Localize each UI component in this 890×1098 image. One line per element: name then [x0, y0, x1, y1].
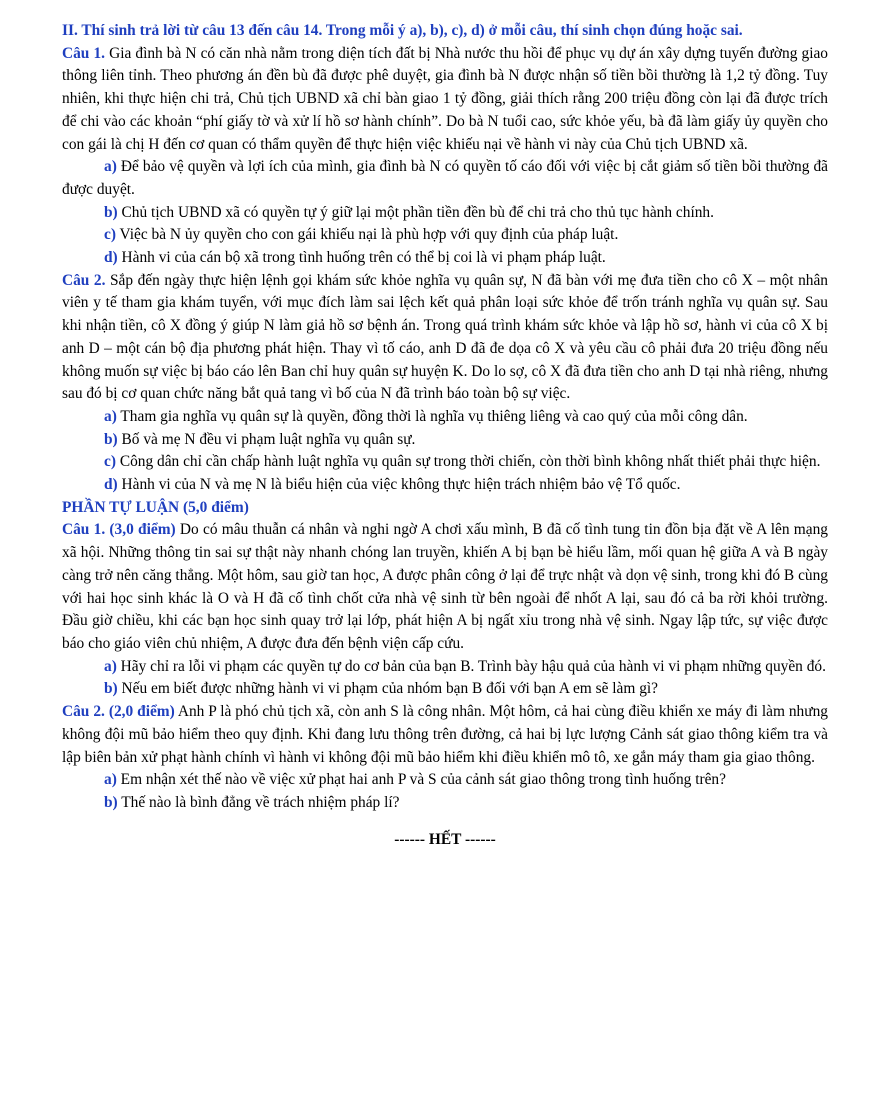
option-text: Bố và mẹ N đều vi phạm luật nghĩa vụ quân sự.	[117, 430, 416, 448]
option-text: Để bảo vệ quyền và lợi ích của mình, gia đình bà N có quyền tố cáo đối với việc bị cắt giảm số tiền bồi thường đã được duyệt.	[62, 158, 828, 198]
option-label: c)	[104, 226, 116, 244]
q2-option-b	[62, 429, 828, 452]
option-text: Thế nào là bình đẳng về trách nhiệm pháp lí?	[117, 793, 400, 811]
q1-option-a	[62, 156, 828, 201]
essay-q1-text: Do có mâu thuẫn cá nhân và nghi ngờ A chơi xấu mình, B đã cố tình tung tin đồn bịa đặt về A lên mạng xã hội. Những thông tin sai sự thật này nhanh chóng lan truyền, khiến A bị bạn bè hiểu lầm, mối quan hệ giữa A và B ngày càng trở nên căng thẳng. Một hôm, sau giờ tan học, A được phân công ở lại để trực nhật và dọn vệ sinh, trong khi đó B cùng với hai học sinh khác là O và H đã cố tình chốt cửa nhà vệ sinh từ bên ngoài để nhốt A lại, sau đó cả ba rời khỏi trường. Đầu giờ chiều, khi các bạn học sinh quay trở lại lớp, phát hiện A bị ngất xỉu trong nhà vệ sinh. Ngay lập tức, sự việc được báo cho giáo viên chủ nhiệm, A được đưa đến bệnh viện cấp cứu.	[62, 521, 828, 652]
option-text: Em nhận xét thế nào về việc xử phạt hai anh P và S của cảnh sát giao thông trong tình huống trên?	[116, 771, 726, 789]
option-text: Việc bà N ủy quyền cho con gái khiếu nại là phù hợp với quy định của pháp luật.	[115, 226, 619, 244]
option-label: b)	[104, 680, 118, 698]
essay-q2-option-a	[62, 769, 828, 792]
q2-stem	[62, 270, 828, 406]
q2-option-c	[62, 451, 828, 474]
essay-q2-stem	[62, 701, 828, 769]
option-text: Tham gia nghĩa vụ quân sự là quyền, đồng thời là nghĩa vụ thiêng liêng và cao quý của mỗi công dân.	[116, 407, 748, 425]
q1-label: Câu 1.	[62, 44, 105, 62]
essay-q1-option-b	[62, 678, 828, 701]
option-label: a)	[104, 657, 117, 675]
option-text: Nếu em biết được những hành vi vi phạm của nhóm bạn B đối với bạn A em sẽ làm gì?	[117, 680, 659, 698]
q2-option-d	[62, 474, 828, 497]
q2-label: Câu 2.	[62, 271, 106, 289]
section-heading: II. Thí sinh trả lời từ câu 13 đến câu 14. Trong mỗi ý a), b), c), d) ở mỗi câu, thí sinh chọn đúng hoặc sai.	[62, 22, 743, 39]
q2-text: Sắp đến ngày thực hiện lệnh gọi khám sức khỏe nghĩa vụ quân sự, N đã bàn với mẹ đưa tiền cho cô X – một nhân viên y tế tham gia khám tuyển, với mục đích làm sai lệch kết quả phân loại sức khỏe để trốn tránh nghĩa vụ quân sự. Sau khi nhận tiền, cô X đồng ý giúp N làm giả hồ sơ bệnh án. Trong quá trình khám sức khỏe và lập hồ sơ, hành vi của cô X bị anh D – một cán bộ địa phương phát hiện. Thay vì tố cáo, anh D đã đe dọa cô X và yêu cầu cô phải đưa 20 triệu đồng nếu không muốn sự việc bị báo cáo lên Ban chỉ huy quân sự huyện K. Do lo sợ, cô X đã đưa tiền cho anh D tại nhà riêng, nhưng sau đó bị cơ quan chức năng bắt quả tang vì bố của N đã trình báo toàn bộ sự việc.	[62, 271, 828, 403]
q1-option-b	[62, 202, 828, 225]
essay-q1-option-a	[62, 656, 828, 679]
essay-q1-stem	[62, 519, 828, 655]
option-text: Công dân chỉ cần chấp hành luật nghĩa vụ quân sự trong thời chiến, còn thời bình không nhất thiết phải thực hiện.	[115, 453, 821, 471]
q2-option-a	[62, 406, 828, 429]
q1-stem	[62, 43, 828, 157]
option-text: Hãy chỉ ra lỗi vi phạm các quyền tự do cơ bản của bạn B. Trình bày hậu quả của hành vi vi phạm những quyền đó.	[116, 657, 826, 675]
option-label: d)	[104, 249, 118, 267]
option-label: a)	[104, 407, 117, 425]
q1-text: Gia đình bà N có căn nhà nằm trong diện tích đất bị Nhà nước thu hồi để phục vụ dự án xây dựng tuyến đường giao thông liên tỉnh. Theo phương án đền bù đã được phê duyệt, gia đình bà N được nhận số tiền bồi thường là 1,2 tỷ đồng. Tuy nhiên, khi thực hiện chi trả, Chủ tịch UBND xã chỉ bàn giao 1 tỷ đồng, giải thích rằng 200 triệu đồng còn lại đã được trích để chi vào các khoản “phí giấy tờ và xử lí hồ sơ hành chính”. Do bà N tuổi cao, sức khỏe yếu, bà đã làm giấy ủy quyền cho con gái là chị H đến cơ quan có thẩm quyền để thực hiện việc khiếu nại về hành vi này của Chủ tịch UBND xã.	[62, 44, 828, 153]
essay-q2-text: Anh P là phó chủ tịch xã, còn anh S là công nhân. Một hôm, cả hai cùng điều khiển xe máy đi làm nhưng không đội mũ bảo hiểm theo quy định. Khi đang lưu thông trên đường, cả hai bị lực lượng Cảnh sát giao thông kiểm tra và lập biên bản xử phạt hành chính vì hành vi không đội mũ bảo hiểm khi điều khiển mô tô, xe gắn máy tham gia giao thông.	[62, 703, 828, 766]
option-text: Chủ tịch UBND xã có quyền tự ý giữ lại một phần tiền đền bù để chi trả cho thủ tục hành chính.	[117, 203, 714, 221]
option-label: b)	[104, 430, 118, 448]
essay-heading: PHẦN TỰ LUẬN (5,0 điểm)	[62, 498, 249, 516]
option-text: Hành vi của N và mẹ N là biểu hiện của việc không thực hiện trách nhiệm bảo vệ Tổ quốc.	[117, 476, 681, 494]
essay-q2-option-b	[62, 792, 828, 815]
essay-q1-label: Câu 1. (3,0 điểm)	[62, 521, 176, 539]
q1-option-d	[62, 247, 828, 270]
option-label: c)	[104, 453, 116, 471]
q1-option-c	[62, 224, 828, 247]
option-label: d)	[104, 476, 118, 494]
essay-q2-label: Câu 2. (2,0 điểm)	[62, 703, 175, 721]
option-label: b)	[104, 793, 118, 811]
end-marker: ------ HẾT ------	[394, 830, 496, 848]
option-text: Hành vi của cán bộ xã trong tình huống trên có thể bị coi là vi phạm pháp luật.	[117, 249, 606, 267]
option-label: b)	[104, 203, 118, 221]
option-label: a)	[104, 771, 117, 789]
option-label: a)	[104, 158, 117, 176]
